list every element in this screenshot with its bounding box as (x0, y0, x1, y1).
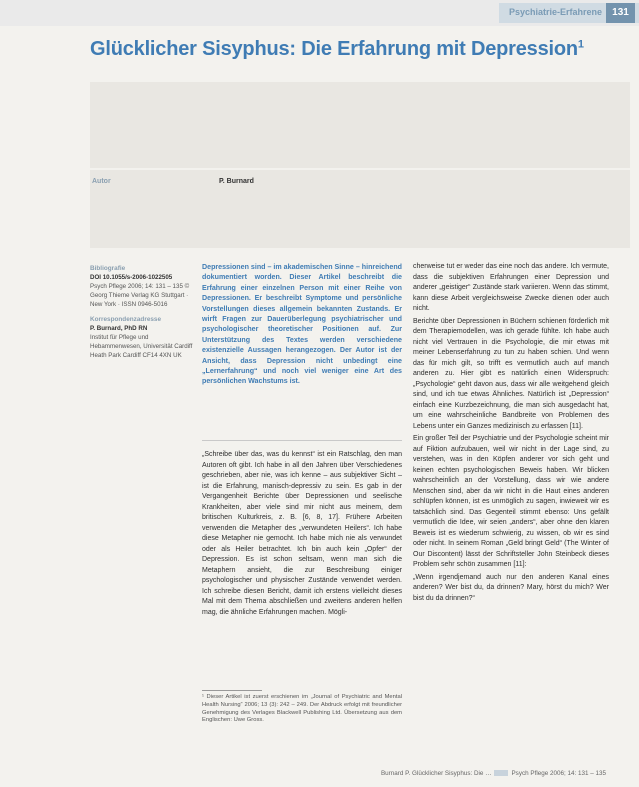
article-info-sidebar (90, 264, 196, 360)
citation: Psych Pflege 2006; 14: 131 – 135 © Georg Thieme Verlag KG Stuttgart · New York · ISSN 0946-5016 (90, 283, 190, 308)
body-column-right (413, 262, 609, 604)
body-paragraph: Ein großer Teil der Psychiatrie und der Psychologie scheint mir auf Fiktion aufzubauen, weil wir nicht in der Lage sind, zu verstehen, was in den Köpfen anderer vor sich geht und keinen echten psychologischen Beweis haben. Wir blicken wahrscheinlich an der Vorstellung, dass wir wie andere Menschen sind, aber da wir nicht in die Haut eines anderen schlüpfen können, ist es unmöglich zu sagen, inwieweit wir es tatsächlich sind. Das Gegenteil stimmt ebenso: Uns gefällt vermutlich die Idee, wir seien „anders“, aber ohne den klaren Beweis ist es wiederum schwierig, zu wissen, ob wir es sind oder nicht. In seinem Roman „Geld bringt Geld“ (The Winter of Our Discontent) lässt der Schriftsteller John Steinbeck dieses Problem sehr schön zusammen [11]: (413, 435, 609, 568)
correspondence-address: Institut für Pflege und Hebammenwesen, Universität Cardiff Heath Park Cardiff CF14 4XN UK (90, 334, 193, 359)
body-paragraph: cherweise tut er weder das eine noch das andere. Ich vermute, dass die subjektiven Erfahrungen einer Depression und anderer „geistiger“ Zustände stark variieren. Wenn das stimmt, kann diese Arbeit vergleichsweise Zwecke dienen oder auch nicht. (413, 263, 609, 312)
footer-journal: Psych Pflege 2006; 14: 131 – 135 (511, 770, 606, 777)
correspondence-heading: Korrespondenzadresse (90, 316, 162, 323)
divider (202, 440, 402, 441)
article-title (90, 38, 630, 61)
title-footnote-mark: 1 (577, 38, 584, 51)
correspondence-name: P. Burnard, PhD RN (90, 325, 148, 332)
author-name: P. Burnard (219, 178, 254, 185)
doi: DOI 10.1055/s-2006-1022505 (90, 274, 173, 281)
body-paragraph: Berichte über Depressionen in Büchern schienen förderlich mit dem Therapiemodellen, was ich gerade fühlte. Ich habe auch nicht viel Vertrauen in die Psychologie, die mir etwas mit meiner Lebenserfahrung zu tun zu haben schien. Und wenn das für mich gilt, so trifft es vermutlich auch auf manch anderen zu. Hier gibt es natürlich einen Widerspruch: „Psychologie“ geht davon aus, dass wir alle weitgehend gleich sind, und ich tue etwas Ähnliches. Natürlich ist „Depression“ einfach eine Kurzbezeichnung, die man sich ausgedacht hat, um eine wahrscheinliche Bandbreite von Problemen des Lebens unter ein Ganzes medizinisch zu erfassen [11]. (413, 317, 609, 430)
body-column-left (202, 450, 402, 618)
page-footer (381, 770, 606, 777)
footnote-divider (202, 690, 262, 691)
section-label: Psychiatrie-Erfahrene (508, 7, 602, 17)
article-summary: Depressionen sind – im akademischen Sinne – hinreichend dokumentiert worden. Dieser Artikel beschreibt die Erfahrung einer einzelnen Person mit einer Reihe von Depressionen. Er beschreibt Symptome und persönliche Vorstellungen dieses allgemein bekannten Zustands. Er wirft Fragen zur Dauerüberlegung psychiatrischer und psychologischer theoretischer Positionen auf. Zur Unterstützung des Textes werden verschiedene existenzielle Aussagen herangezogen. Der Autor ist der Ansicht, dass Depression nicht unbedingt eine „Lernerfahrung“ und noch viel weniger eine Art des persönlichen Wachstums ist. (202, 263, 402, 386)
page-number: 131 (606, 3, 635, 23)
body-paragraph: „Schreibe über das, was du kennst“ ist ein Ratschlag, den man Autoren oft gibt. Ich habe in all den Jahren über Verschiedenes geschrieben, aber nie, was ich kenne – aus subjektiver Sicht – ist die Erfahrung, manisch-depressiv zu sein. Es gab in der Vergangenheit Berichte über Depressionen und seelische Krankheiten, aber viele sind mir nicht aus meinem, dem britischen Kulturkreis, z. B. [6, 8, 17]. Frühere Arbeiten verwenden die Metapher des „verwundeten Heilers“. Ich habe diese Metapher nie gemocht. Ich habe mich nie als verwundet oder als Heiler betrachtet. Ich bin auch kein „Opfer“ der Depression. Es ist schon seltsam, wenn man sich die Metaphern ansieht, die zur Beschreibung einiger psychologischer und physischer Zustände verwendet werden. Ich schreibe diesen Bericht, damit ich erstens vielleicht dieses Mal mit dem Thema abschließen und zweitens anderen helfen mag, die ähnliche Erfahrungen machen. Mögli- (202, 451, 402, 616)
footer-separator (494, 770, 508, 776)
footnote: ¹ Dieser Artikel ist zuerst erschienen im „Journal of Psychiatric and Mental Health Nursing“ 2006; 13 (3): 242 – 249. Der Abdruck erfolgt mit freundlicher Genehmigung des Verlages Blackwell Publishing Ltd. Übersetzung aus dem Englischen: Uwe Gross. (202, 694, 402, 724)
footer-citation: Burnard P. Glücklicher Sisyphus: Die … (380, 770, 492, 777)
title-banner (90, 82, 630, 168)
author-label: Autor (92, 178, 111, 185)
author-block (90, 170, 630, 248)
article-title-text: Glücklicher Sisyphus: Die Erfahrung mit Depression (90, 38, 578, 60)
body-paragraph: „Wenn irgendjemand auch nur den anderen Kanal eines anderen? Wer bist du, da drinnen? Mary, hörst du mich? Wer bist du da drinnen?“ (413, 573, 609, 602)
bibliography-heading: Bibliografie (90, 265, 126, 272)
